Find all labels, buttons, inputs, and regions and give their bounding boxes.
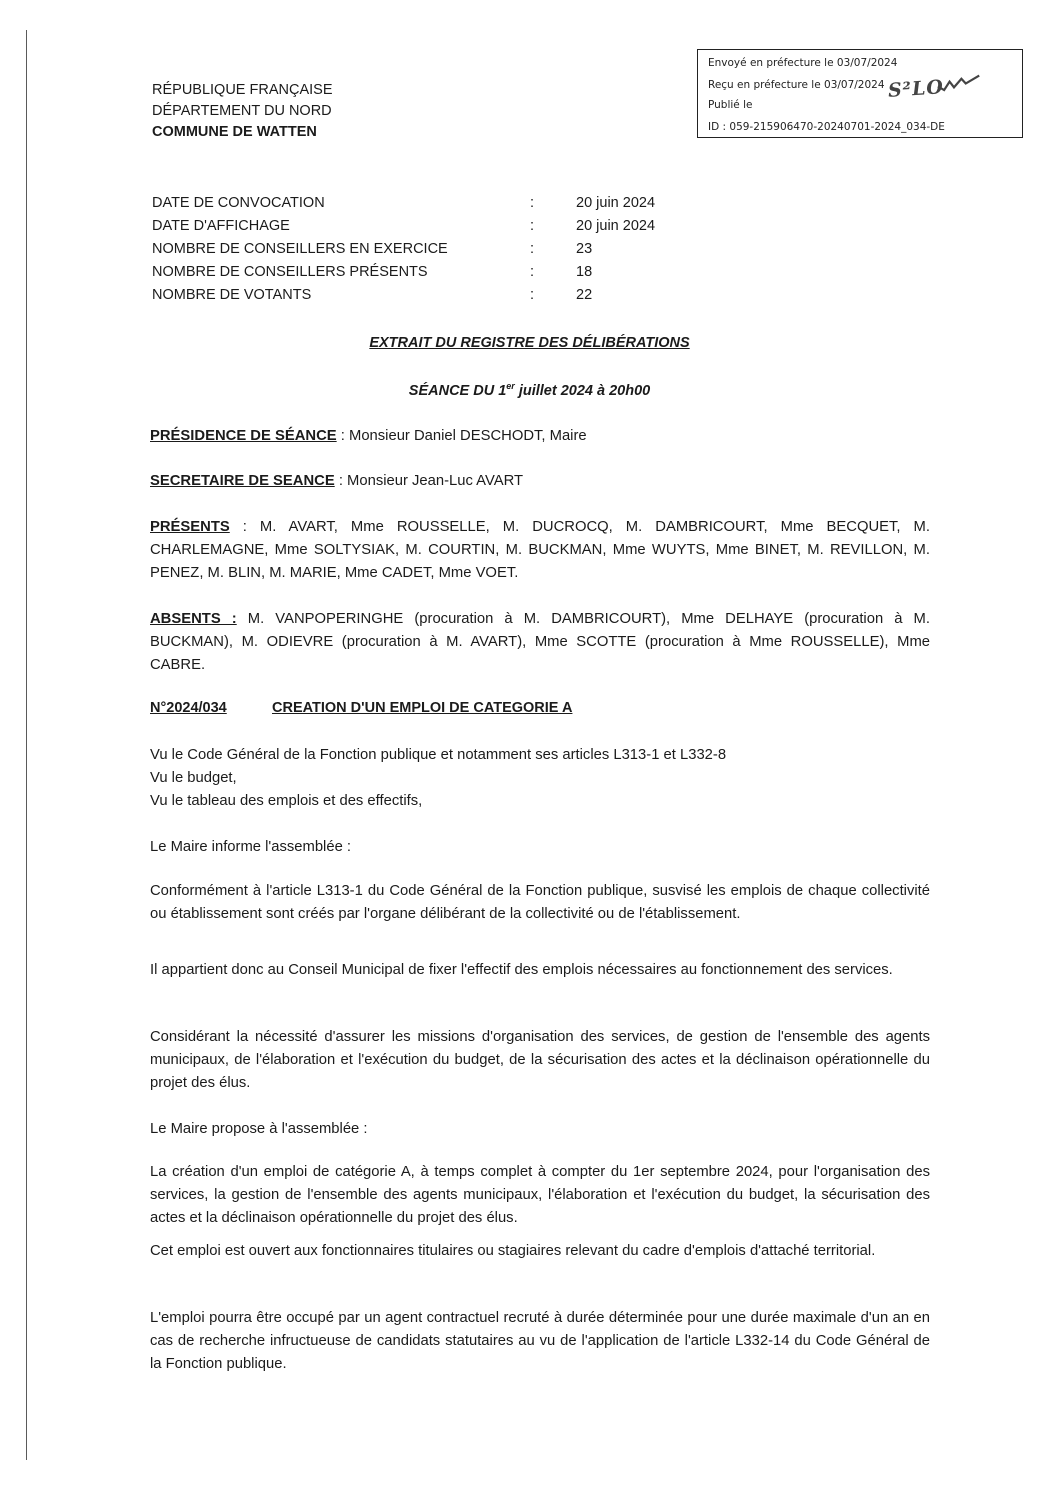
presents-block [150,516,930,585]
info-label: NOMBRE DE CONSEILLERS EN EXERCICE [152,241,448,257]
info-colon: : [530,287,535,303]
paragraph-propose: Le Maire propose à l'assemblée : [150,1121,368,1137]
document-header [152,80,333,143]
presents-text: : M. AVART, Mme ROUSSELLE, M. DUCROCQ, M. DAMBRICOURT, Mme BECQUET, M. CHARLEMAGNE, Mme SOLTYSIAK, M. COURTIN, M. BUCKMAN, Mme WUYTS, Mme BINET, M. REVILLON, M. PENEZ, M. BLIN, M. MARIE, Mme CADET, Mme VOET. [150,519,930,581]
legal-references [150,744,930,813]
stamp-sent: Envoyé en préfecture le 03/07/2024 [708,57,898,69]
paragraph-contractuel: L'emploi pourra être occupé par un agent contractuel recruté à durée déterminée pour une durée maximale d'un an en cas de recherche infructueuse de candidats statutaires au vu de l'application de l'article L332-14 du Code Général de la Fonction publique. [150,1310,930,1372]
paragraph-ouvert: Cet emploi est ouvert aux fonctionnaires titulaires ou stagiaires relevant du cadre d'emplois d'attaché territorial. [150,1243,876,1259]
presidence-block [150,425,930,448]
vu-budget: Vu le budget, [150,770,237,786]
s2lo-logo-text: S²LO [887,76,945,102]
info-colon: : [530,195,535,211]
info-value: 20 juin 2024 [576,195,656,211]
info-colon: : [530,264,535,280]
absents-text: M. VANPOPERINGHE (procuration à M. DAMBRICOURT), Mme DELHAYE (procuration à M. BUCKMAN), M. ODIEVRE (procuration à M. AVART), Mme SCOTTE (procuration à Mme ROUSSELLE), Mme CABRE. [150,611,930,673]
secretaire-block [150,470,930,493]
checkmark-swoosh-icon [935,73,982,94]
stamp-id: ID : 059-215906470-20240701-2024_034-DE [708,121,945,133]
presents-label: PRÉSENTS [150,519,230,535]
vu-tableau: Vu le tableau des emplois et des effectifs, [150,793,423,809]
info-value: 22 [576,287,593,303]
paragraph-conformement: Conformément à l'article L313-1 du Code Général de la Fonction publique, susvisé les emplois de chaque collectivité ou établissement sont créés par l'organe délibérant de la collectivité ou de l'établissement. [150,883,930,922]
stamp-published: Publié le [708,99,753,111]
info-value: 20 juin 2024 [576,218,656,234]
info-colon: : [530,218,535,234]
info-value: 18 [576,264,593,280]
absents-block [150,608,930,677]
info-label: NOMBRE DE VOTANTS [152,287,312,303]
info-colon: : [530,241,535,257]
s2lo-logo [887,76,944,102]
session-prefix: SÉANCE DU 1 [408,382,507,399]
secretaire-text: : Monsieur Jean-Luc AVART [334,473,524,489]
session-date [0,381,1059,399]
session-sup: er [506,381,515,391]
paragraph-creation: La création d'un emploi de catégorie A, à temps complet à compter du 1er septembre 2024, pour l'organisation des services, la gestion de l'ensemble des agents municipaux, l'élaboration et l'exécution du budget, la sécurisation des actes et la déclinaison opérationnelle du projet des élus. [150,1164,930,1226]
paragraph-considerant: Considérant la nécessité d'assurer les missions d'organisation des services, de gestion de l'ensemble des agents municipaux, de l'élaboration et l'exécution du budget, de la sécurisation des actes et la déclinaison opérationnelle du projet des élus. [150,1029,930,1091]
session-suffix: juillet 2024 à 20h00 [514,382,651,399]
deliberation-number: N°2024/034 [150,700,227,716]
stamp-received: Reçu en préfecture le 03/07/2024 [708,79,885,91]
info-label: NOMBRE DE CONSEILLERS PRÉSENTS [152,264,428,280]
header-department: DÉPARTEMENT DU NORD [152,103,332,119]
presidence-label: PRÉSIDENCE DE SÉANCE [150,428,337,444]
deliberation-title: CREATION D'UN EMPLOI DE CATEGORIE A [272,700,573,716]
info-value: 23 [576,241,593,257]
info-label: DATE DE CONVOCATION [152,195,325,211]
prefecture-stamp [697,49,1023,138]
info-label: DATE D'AFFICHAGE [152,218,290,234]
secretaire-label: SECRETAIRE DE SEANCE [150,473,335,489]
vu-code: Vu le Code Général de la Fonction publique et notamment ses articles L313-1 et L332-8 [150,747,727,763]
header-republic: RÉPUBLIQUE FRANÇAISE [152,82,333,98]
header-commune: COMMUNE DE WATTEN [152,124,317,140]
scan-margin-line [26,30,27,1460]
absents-label: ABSENTS : [150,611,237,627]
paragraph-informe: Le Maire informe l'assemblée : [150,839,352,855]
document-title: EXTRAIT DU REGISTRE DES DÉLIBÉRATIONS [369,335,690,351]
paragraph-appartient: Il appartient donc au Conseil Municipal de fixer l'effectif des emplois nécessaires au fonctionnement des services. [150,962,893,978]
presidence-text: : Monsieur Daniel DESCHODT, Maire [336,428,587,444]
